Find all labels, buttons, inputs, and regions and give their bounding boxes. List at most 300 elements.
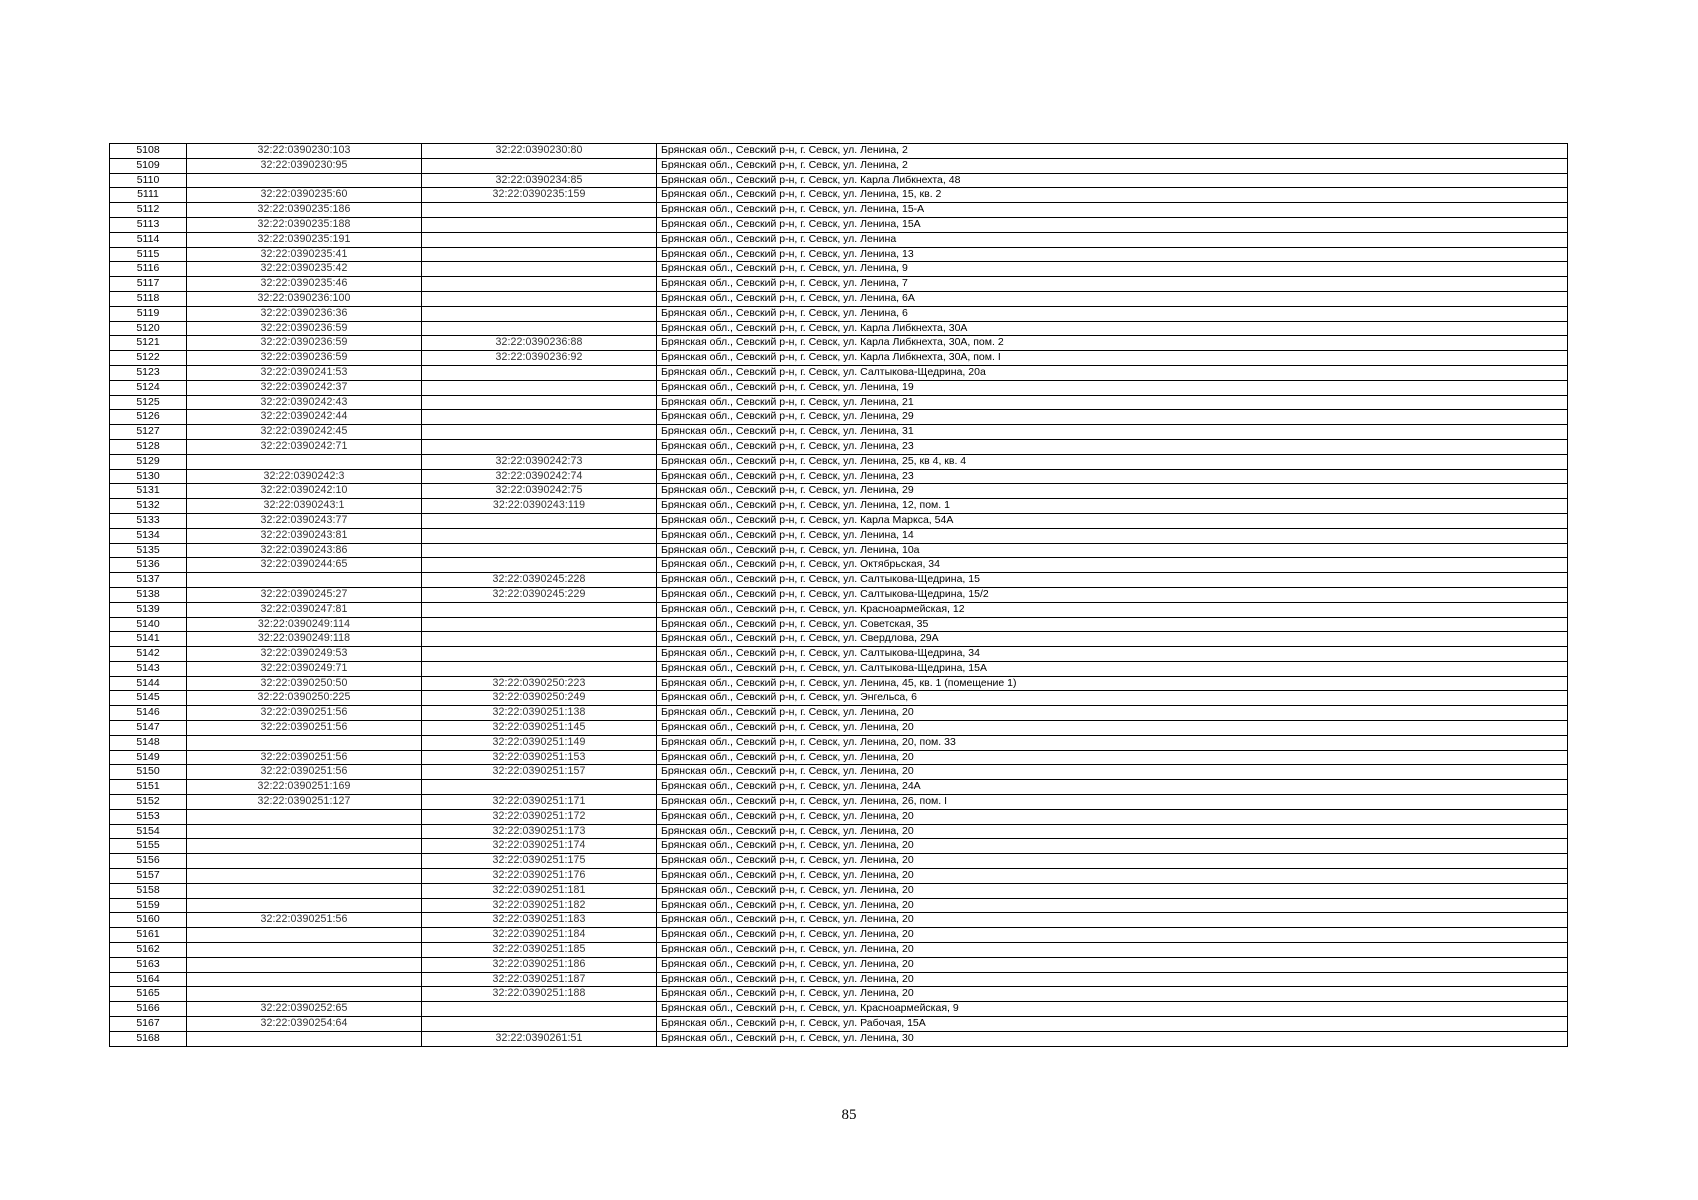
related-cadastral-number-cell	[422, 780, 657, 795]
related-cadastral-number-cell: 32:22:0390251:172	[422, 809, 657, 824]
row-number-cell: 5154	[110, 824, 187, 839]
related-cadastral-number-cell: 32:22:0390251:187	[422, 972, 657, 987]
row-number-cell: 5153	[110, 809, 187, 824]
row-number-cell: 5122	[110, 351, 187, 366]
table-row	[110, 395, 1568, 410]
related-cadastral-number-cell	[422, 439, 657, 454]
table-row	[110, 898, 1568, 913]
row-number-cell: 5128	[110, 439, 187, 454]
row-number-cell: 5140	[110, 617, 187, 632]
table-row	[110, 1031, 1568, 1046]
cadastral-number-cell: 32:22:0390243:77	[187, 513, 422, 528]
row-number-cell: 5155	[110, 839, 187, 854]
cadastral-number-cell: 32:22:0390235:41	[187, 247, 422, 262]
cadastral-number-cell: 32:22:0390236:59	[187, 351, 422, 366]
row-number-cell: 5143	[110, 661, 187, 676]
address-cell: Брянская обл., Севский р-н, г. Севск, ул. Свердлова, 29А	[657, 632, 1568, 647]
address-cell: Брянская обл., Севский р-н, г. Севск, ул. Карла Либкнехта, 30А, пом. I	[657, 351, 1568, 366]
related-cadastral-number-cell: 32:22:0390251:183	[422, 913, 657, 928]
table-row	[110, 735, 1568, 750]
address-cell: Брянская обл., Севский р-н, г. Севск, ул. Ленина, 31	[657, 425, 1568, 440]
cadastral-number-cell	[187, 1031, 422, 1046]
row-number-cell: 5146	[110, 706, 187, 721]
table-row	[110, 883, 1568, 898]
cadastral-number-cell: 32:22:0390249:71	[187, 661, 422, 676]
related-cadastral-number-cell: 32:22:0390251:186	[422, 957, 657, 972]
related-cadastral-number-cell	[422, 262, 657, 277]
table-row	[110, 824, 1568, 839]
table-row	[110, 439, 1568, 454]
cadastral-number-cell: 32:22:0390236:36	[187, 306, 422, 321]
address-cell: Брянская обл., Севский р-н, г. Севск, ул. Октябрьская, 34	[657, 558, 1568, 573]
row-number-cell: 5137	[110, 573, 187, 588]
related-cadastral-number-cell	[422, 232, 657, 247]
related-cadastral-number-cell: 32:22:0390243:119	[422, 499, 657, 514]
row-number-cell: 5164	[110, 972, 187, 987]
row-number-cell: 5118	[110, 291, 187, 306]
cadastral-number-cell: 32:22:0390251:56	[187, 750, 422, 765]
cadastral-number-cell	[187, 735, 422, 750]
related-cadastral-number-cell	[422, 1002, 657, 1017]
table-row	[110, 706, 1568, 721]
address-cell: Брянская обл., Севский р-н, г. Севск, ул. Салтыкова-Щедрина, 15	[657, 573, 1568, 588]
row-number-cell: 5157	[110, 869, 187, 884]
related-cadastral-number-cell	[422, 365, 657, 380]
cadastral-number-cell: 32:22:0390230:95	[187, 158, 422, 173]
table-row	[110, 425, 1568, 440]
related-cadastral-number-cell	[422, 425, 657, 440]
related-cadastral-number-cell: 32:22:0390242:75	[422, 484, 657, 499]
table-row	[110, 262, 1568, 277]
address-cell: Брянская обл., Севский р-н, г. Севск, ул. Ленина, 30	[657, 1031, 1568, 1046]
cadastral-number-cell: 32:22:0390242:10	[187, 484, 422, 499]
cadastral-number-cell: 32:22:0390244:65	[187, 558, 422, 573]
row-number-cell: 5131	[110, 484, 187, 499]
address-cell: Брянская обл., Севский р-н, г. Севск, ул. Красноармейская, 9	[657, 1002, 1568, 1017]
cadastral-number-cell	[187, 573, 422, 588]
cadastral-number-cell: 32:22:0390243:86	[187, 543, 422, 558]
table-row	[110, 869, 1568, 884]
address-cell: Брянская обл., Севский р-н, г. Севск, ул. Ленина, 13	[657, 247, 1568, 262]
table-row	[110, 957, 1568, 972]
table-row	[110, 943, 1568, 958]
cadastral-number-cell: 32:22:0390243:1	[187, 499, 422, 514]
cadastral-number-cell	[187, 824, 422, 839]
address-cell: Брянская обл., Севский р-н, г. Севск, ул. Ленина, 20	[657, 898, 1568, 913]
table-row	[110, 854, 1568, 869]
address-cell: Брянская обл., Севский р-н, г. Севск, ул. Карла Либкнехта, 30А, пом. 2	[657, 336, 1568, 351]
table-row	[110, 144, 1568, 159]
table-row	[110, 795, 1568, 810]
related-cadastral-number-cell	[422, 632, 657, 647]
related-cadastral-number-cell: 32:22:0390251:175	[422, 854, 657, 869]
row-number-cell: 5120	[110, 321, 187, 336]
address-cell: Брянская обл., Севский р-н, г. Севск, ул. Ленина, 20	[657, 809, 1568, 824]
table-row	[110, 602, 1568, 617]
table-row	[110, 513, 1568, 528]
cadastral-number-cell: 32:22:0390235:191	[187, 232, 422, 247]
address-cell: Брянская обл., Севский р-н, г. Севск, ул. Ленина, 20	[657, 972, 1568, 987]
table-row	[110, 173, 1568, 188]
address-cell: Брянская обл., Севский р-н, г. Севск, ул. Ленина, 20	[657, 854, 1568, 869]
row-number-cell: 5123	[110, 365, 187, 380]
related-cadastral-number-cell	[422, 513, 657, 528]
table-row	[110, 277, 1568, 292]
address-cell: Брянская обл., Севский р-н, г. Севск, ул. Ленина, 25, кв 4, кв. 4	[657, 454, 1568, 469]
cadastral-number-cell	[187, 883, 422, 898]
related-cadastral-number-cell	[422, 203, 657, 218]
cadastral-number-cell	[187, 809, 422, 824]
address-cell: Брянская обл., Севский р-н, г. Севск, ул. Ленина, 9	[657, 262, 1568, 277]
address-cell: Брянская обл., Севский р-н, г. Севск, ул. Ленина, 20	[657, 943, 1568, 958]
table-row	[110, 691, 1568, 706]
cadastral-number-cell: 32:22:0390251:56	[187, 706, 422, 721]
table-row	[110, 469, 1568, 484]
row-number-cell: 5110	[110, 173, 187, 188]
cadastral-number-cell: 32:22:0390251:56	[187, 721, 422, 736]
table-row	[110, 647, 1568, 662]
address-cell: Брянская обл., Севский р-н, г. Севск, ул. Ленина, 45, кв. 1 (помещение 1)	[657, 676, 1568, 691]
related-cadastral-number-cell: 32:22:0390236:88	[422, 336, 657, 351]
row-number-cell: 5124	[110, 380, 187, 395]
address-cell: Брянская обл., Севский р-н, г. Севск, ул. Ленина, 24А	[657, 780, 1568, 795]
related-cadastral-number-cell: 32:22:0390251:157	[422, 765, 657, 780]
cadastral-number-cell: 32:22:0390243:81	[187, 528, 422, 543]
table-row	[110, 306, 1568, 321]
cadastral-number-cell	[187, 173, 422, 188]
cadastral-number-cell: 32:22:0390242:3	[187, 469, 422, 484]
address-cell: Брянская обл., Севский р-н, г. Севск, ул. Карла Маркса, 54А	[657, 513, 1568, 528]
related-cadastral-number-cell	[422, 380, 657, 395]
row-number-cell: 5156	[110, 854, 187, 869]
table-row	[110, 543, 1568, 558]
address-cell: Брянская обл., Севский р-н, г. Севск, ул. Салтыкова-Щедрина, 20а	[657, 365, 1568, 380]
row-number-cell: 5125	[110, 395, 187, 410]
table-row	[110, 558, 1568, 573]
address-cell: Брянская обл., Севский р-н, г. Севск, ул. Ленина, 20	[657, 987, 1568, 1002]
row-number-cell: 5165	[110, 987, 187, 1002]
table-row	[110, 158, 1568, 173]
address-cell: Брянская обл., Севский р-н, г. Севск, ул. Ленина, 20, пом. 33	[657, 735, 1568, 750]
cadastral-number-cell: 32:22:0390247:81	[187, 602, 422, 617]
row-number-cell: 5167	[110, 1017, 187, 1032]
cadastral-number-cell	[187, 943, 422, 958]
table-row	[110, 809, 1568, 824]
row-number-cell: 5133	[110, 513, 187, 528]
cadastral-number-cell	[187, 454, 422, 469]
row-number-cell: 5150	[110, 765, 187, 780]
address-cell: Брянская обл., Севский р-н, г. Севск, ул. Советская, 35	[657, 617, 1568, 632]
table-row	[110, 203, 1568, 218]
table-row	[110, 188, 1568, 203]
address-cell: Брянская обл., Севский р-н, г. Севск, ул. Ленина, 20	[657, 765, 1568, 780]
cadastral-number-cell: 32:22:0390245:27	[187, 587, 422, 602]
row-number-cell: 5151	[110, 780, 187, 795]
table-row	[110, 484, 1568, 499]
row-number-cell: 5149	[110, 750, 187, 765]
cadastral-number-cell: 32:22:0390251:56	[187, 913, 422, 928]
row-number-cell: 5111	[110, 188, 187, 203]
row-number-cell: 5119	[110, 306, 187, 321]
table-row	[110, 365, 1568, 380]
table-row	[110, 721, 1568, 736]
table-row	[110, 528, 1568, 543]
row-number-cell: 5139	[110, 602, 187, 617]
related-cadastral-number-cell: 32:22:0390261:51	[422, 1031, 657, 1046]
row-number-cell: 5115	[110, 247, 187, 262]
related-cadastral-number-cell	[422, 291, 657, 306]
cadastral-number-cell: 32:22:0390236:59	[187, 321, 422, 336]
row-number-cell: 5116	[110, 262, 187, 277]
row-number-cell: 5145	[110, 691, 187, 706]
table-row	[110, 913, 1568, 928]
row-number-cell: 5108	[110, 144, 187, 159]
row-number-cell: 5109	[110, 158, 187, 173]
related-cadastral-number-cell	[422, 321, 657, 336]
cadastral-number-cell: 32:22:0390241:53	[187, 365, 422, 380]
row-number-cell: 5126	[110, 410, 187, 425]
table-row	[110, 232, 1568, 247]
address-cell: Брянская обл., Севский р-н, г. Севск, ул. Ленина, 6А	[657, 291, 1568, 306]
row-number-cell: 5161	[110, 928, 187, 943]
address-cell: Брянская обл., Севский р-н, г. Севск, ул. Салтыкова-Щедрина, 15А	[657, 661, 1568, 676]
table-row	[110, 587, 1568, 602]
table-row	[110, 351, 1568, 366]
cadastral-number-cell: 32:22:0390235:186	[187, 203, 422, 218]
related-cadastral-number-cell: 32:22:0390251:182	[422, 898, 657, 913]
table-row	[110, 247, 1568, 262]
related-cadastral-number-cell: 32:22:0390234:85	[422, 173, 657, 188]
address-cell: Брянская обл., Севский р-н, г. Севск, ул. Ленина, 20	[657, 839, 1568, 854]
table-row	[110, 780, 1568, 795]
related-cadastral-number-cell	[422, 247, 657, 262]
cadastral-number-cell	[187, 987, 422, 1002]
related-cadastral-number-cell: 32:22:0390251:153	[422, 750, 657, 765]
cadastral-number-cell: 32:22:0390236:59	[187, 336, 422, 351]
address-cell: Брянская обл., Севский р-н, г. Севск, ул. Энгельса, 6	[657, 691, 1568, 706]
address-cell: Брянская обл., Севский р-н, г. Севск, ул. Ленина, 20	[657, 706, 1568, 721]
address-cell: Брянская обл., Севский р-н, г. Севск, ул. Ленина, 12, пом. 1	[657, 499, 1568, 514]
cadastral-number-cell	[187, 854, 422, 869]
row-number-cell: 5134	[110, 528, 187, 543]
related-cadastral-number-cell	[422, 395, 657, 410]
address-cell: Брянская обл., Севский р-н, г. Севск, ул. Ленина, 21	[657, 395, 1568, 410]
related-cadastral-number-cell	[422, 602, 657, 617]
cadastral-number-cell	[187, 957, 422, 972]
related-cadastral-number-cell: 32:22:0390245:229	[422, 587, 657, 602]
related-cadastral-number-cell	[422, 543, 657, 558]
table-row	[110, 987, 1568, 1002]
related-cadastral-number-cell: 32:22:0390251:171	[422, 795, 657, 810]
table-row	[110, 336, 1568, 351]
cadastral-number-cell: 32:22:0390249:118	[187, 632, 422, 647]
table-row	[110, 454, 1568, 469]
table-row	[110, 291, 1568, 306]
address-cell: Брянская обл., Севский р-н, г. Севск, ул. Карла Либкнехта, 30А	[657, 321, 1568, 336]
cadastral-number-cell: 32:22:0390252:65	[187, 1002, 422, 1017]
related-cadastral-number-cell: 32:22:0390251:185	[422, 943, 657, 958]
address-cell: Брянская обл., Севский р-н, г. Севск, ул. Ленина, 2	[657, 158, 1568, 173]
related-cadastral-number-cell: 32:22:0390242:74	[422, 469, 657, 484]
table-row	[110, 676, 1568, 691]
address-cell: Брянская обл., Севский р-н, г. Севск, ул. Ленина, 10а	[657, 543, 1568, 558]
related-cadastral-number-cell: 32:22:0390251:149	[422, 735, 657, 750]
cadastral-number-cell: 32:22:0390242:37	[187, 380, 422, 395]
cadastral-number-cell	[187, 869, 422, 884]
row-number-cell: 5132	[110, 499, 187, 514]
address-cell: Брянская обл., Севский р-н, г. Севск, ул. Ленина, 29	[657, 484, 1568, 499]
related-cadastral-number-cell: 32:22:0390251:174	[422, 839, 657, 854]
row-number-cell: 5168	[110, 1031, 187, 1046]
row-number-cell: 5166	[110, 1002, 187, 1017]
row-number-cell: 5136	[110, 558, 187, 573]
cadastral-number-cell	[187, 839, 422, 854]
row-number-cell: 5114	[110, 232, 187, 247]
related-cadastral-number-cell: 32:22:0390251:173	[422, 824, 657, 839]
address-cell: Брянская обл., Севский р-н, г. Севск, ул. Ленина, 20	[657, 750, 1568, 765]
cadastral-number-cell: 32:22:0390251:56	[187, 765, 422, 780]
table-row	[110, 499, 1568, 514]
related-cadastral-number-cell	[422, 1017, 657, 1032]
related-cadastral-number-cell: 32:22:0390242:73	[422, 454, 657, 469]
table-row	[110, 839, 1568, 854]
related-cadastral-number-cell: 32:22:0390251:176	[422, 869, 657, 884]
related-cadastral-number-cell	[422, 410, 657, 425]
table-row	[110, 217, 1568, 232]
related-cadastral-number-cell: 32:22:0390250:223	[422, 676, 657, 691]
table-row	[110, 972, 1568, 987]
address-cell: Брянская обл., Севский р-н, г. Севск, ул. Ленина, 20	[657, 928, 1568, 943]
address-cell: Брянская обл., Севский р-н, г. Севск, ул. Карла Либкнехта, 48	[657, 173, 1568, 188]
address-cell: Брянская обл., Севский р-н, г. Севск, ул. Ленина, 23	[657, 439, 1568, 454]
row-number-cell: 5127	[110, 425, 187, 440]
address-cell: Брянская обл., Севский р-н, г. Севск, ул. Ленина, 20	[657, 883, 1568, 898]
registry-table	[109, 143, 1568, 1047]
cadastral-number-cell	[187, 928, 422, 943]
related-cadastral-number-cell	[422, 217, 657, 232]
related-cadastral-number-cell: 32:22:0390250:249	[422, 691, 657, 706]
address-cell: Брянская обл., Севский р-н, г. Севск, ул. Ленина, 20	[657, 721, 1568, 736]
address-cell: Брянская обл., Севский р-н, г. Севск, ул. Ленина, 29	[657, 410, 1568, 425]
row-number-cell: 5112	[110, 203, 187, 218]
row-number-cell: 5113	[110, 217, 187, 232]
address-cell: Брянская обл., Севский р-н, г. Севск, ул. Ленина, 20	[657, 824, 1568, 839]
table-row	[110, 1002, 1568, 1017]
address-cell: Брянская обл., Севский р-н, г. Севск, ул. Ленина, 26, пом. I	[657, 795, 1568, 810]
cadastral-number-cell: 32:22:0390230:103	[187, 144, 422, 159]
row-number-cell: 5138	[110, 587, 187, 602]
related-cadastral-number-cell	[422, 277, 657, 292]
related-cadastral-number-cell	[422, 558, 657, 573]
address-cell: Брянская обл., Севский р-н, г. Севск, ул. Салтыкова-Щедрина, 15/2	[657, 587, 1568, 602]
address-cell: Брянская обл., Севский р-н, г. Севск, ул. Ленина	[657, 232, 1568, 247]
cadastral-number-cell: 32:22:0390242:43	[187, 395, 422, 410]
address-cell: Брянская обл., Севский р-н, г. Севск, ул. Ленина, 23	[657, 469, 1568, 484]
cadastral-number-cell: 32:22:0390249:53	[187, 647, 422, 662]
page-number: 85	[841, 1107, 857, 1123]
row-number-cell: 5148	[110, 735, 187, 750]
cadastral-number-cell	[187, 972, 422, 987]
row-number-cell: 5159	[110, 898, 187, 913]
related-cadastral-number-cell: 32:22:0390235:159	[422, 188, 657, 203]
address-cell: Брянская обл., Севский р-н, г. Севск, ул. Салтыкова-Щедрина, 34	[657, 647, 1568, 662]
table-row	[110, 661, 1568, 676]
table-row	[110, 410, 1568, 425]
cadastral-number-cell	[187, 898, 422, 913]
related-cadastral-number-cell	[422, 306, 657, 321]
address-cell: Брянская обл., Севский р-н, г. Севск, ул. Ленина, 15А	[657, 217, 1568, 232]
row-number-cell: 5117	[110, 277, 187, 292]
cadastral-number-cell: 32:22:0390235:42	[187, 262, 422, 277]
related-cadastral-number-cell: 32:22:0390251:145	[422, 721, 657, 736]
address-cell: Брянская обл., Севский р-н, г. Севск, ул. Ленина, 19	[657, 380, 1568, 395]
cadastral-number-cell: 32:22:0390251:127	[187, 795, 422, 810]
table-row	[110, 617, 1568, 632]
address-cell: Брянская обл., Севский р-н, г. Севск, ул. Ленина, 20	[657, 913, 1568, 928]
related-cadastral-number-cell	[422, 528, 657, 543]
cadastral-number-cell: 32:22:0390250:50	[187, 676, 422, 691]
row-number-cell: 5130	[110, 469, 187, 484]
table-row	[110, 928, 1568, 943]
related-cadastral-number-cell	[422, 617, 657, 632]
row-number-cell: 5135	[110, 543, 187, 558]
address-cell: Брянская обл., Севский р-н, г. Севск, ул. Ленина, 15-А	[657, 203, 1568, 218]
cadastral-number-cell: 32:22:0390235:60	[187, 188, 422, 203]
table-row	[110, 765, 1568, 780]
row-number-cell: 5141	[110, 632, 187, 647]
cadastral-number-cell: 32:22:0390242:71	[187, 439, 422, 454]
row-number-cell: 5121	[110, 336, 187, 351]
related-cadastral-number-cell: 32:22:0390251:138	[422, 706, 657, 721]
row-number-cell: 5152	[110, 795, 187, 810]
row-number-cell: 5144	[110, 676, 187, 691]
related-cadastral-number-cell	[422, 661, 657, 676]
address-cell: Брянская обл., Севский р-н, г. Севск, ул. Ленина, 20	[657, 957, 1568, 972]
cadastral-number-cell: 32:22:0390254:64	[187, 1017, 422, 1032]
table-row	[110, 750, 1568, 765]
cadastral-number-cell: 32:22:0390235:188	[187, 217, 422, 232]
address-cell: Брянская обл., Севский р-н, г. Севск, ул. Ленина, 6	[657, 306, 1568, 321]
cadastral-number-cell: 32:22:0390249:114	[187, 617, 422, 632]
cadastral-number-cell: 32:22:0390250:225	[187, 691, 422, 706]
row-number-cell: 5162	[110, 943, 187, 958]
address-cell: Брянская обл., Севский р-н, г. Севск, ул. Ленина, 20	[657, 869, 1568, 884]
address-cell: Брянская обл., Севский р-н, г. Севск, ул. Ленина, 15, кв. 2	[657, 188, 1568, 203]
registry-table-body	[110, 144, 1568, 1047]
address-cell: Брянская обл., Севский р-н, г. Севск, ул. Ленина, 14	[657, 528, 1568, 543]
related-cadastral-number-cell: 32:22:0390251:188	[422, 987, 657, 1002]
cadastral-number-cell: 32:22:0390236:100	[187, 291, 422, 306]
row-number-cell: 5158	[110, 883, 187, 898]
row-number-cell: 5129	[110, 454, 187, 469]
address-cell: Брянская обл., Севский р-н, г. Севск, ул. Рабочая, 15А	[657, 1017, 1568, 1032]
cadastral-number-cell: 32:22:0390235:46	[187, 277, 422, 292]
table-row	[110, 380, 1568, 395]
related-cadastral-number-cell: 32:22:0390230:80	[422, 144, 657, 159]
related-cadastral-number-cell: 32:22:0390251:181	[422, 883, 657, 898]
row-number-cell: 5142	[110, 647, 187, 662]
address-cell: Брянская обл., Севский р-н, г. Севск, ул. Ленина, 2	[657, 144, 1568, 159]
related-cadastral-number-cell: 32:22:0390245:228	[422, 573, 657, 588]
address-cell: Брянская обл., Севский р-н, г. Севск, ул. Ленина, 7	[657, 277, 1568, 292]
related-cadastral-number-cell	[422, 647, 657, 662]
related-cadastral-number-cell: 32:22:0390251:184	[422, 928, 657, 943]
table-row	[110, 632, 1568, 647]
cadastral-number-cell: 32:22:0390242:44	[187, 410, 422, 425]
row-number-cell: 5147	[110, 721, 187, 736]
table-row	[110, 1017, 1568, 1032]
address-cell: Брянская обл., Севский р-н, г. Севск, ул. Красноармейская, 12	[657, 602, 1568, 617]
